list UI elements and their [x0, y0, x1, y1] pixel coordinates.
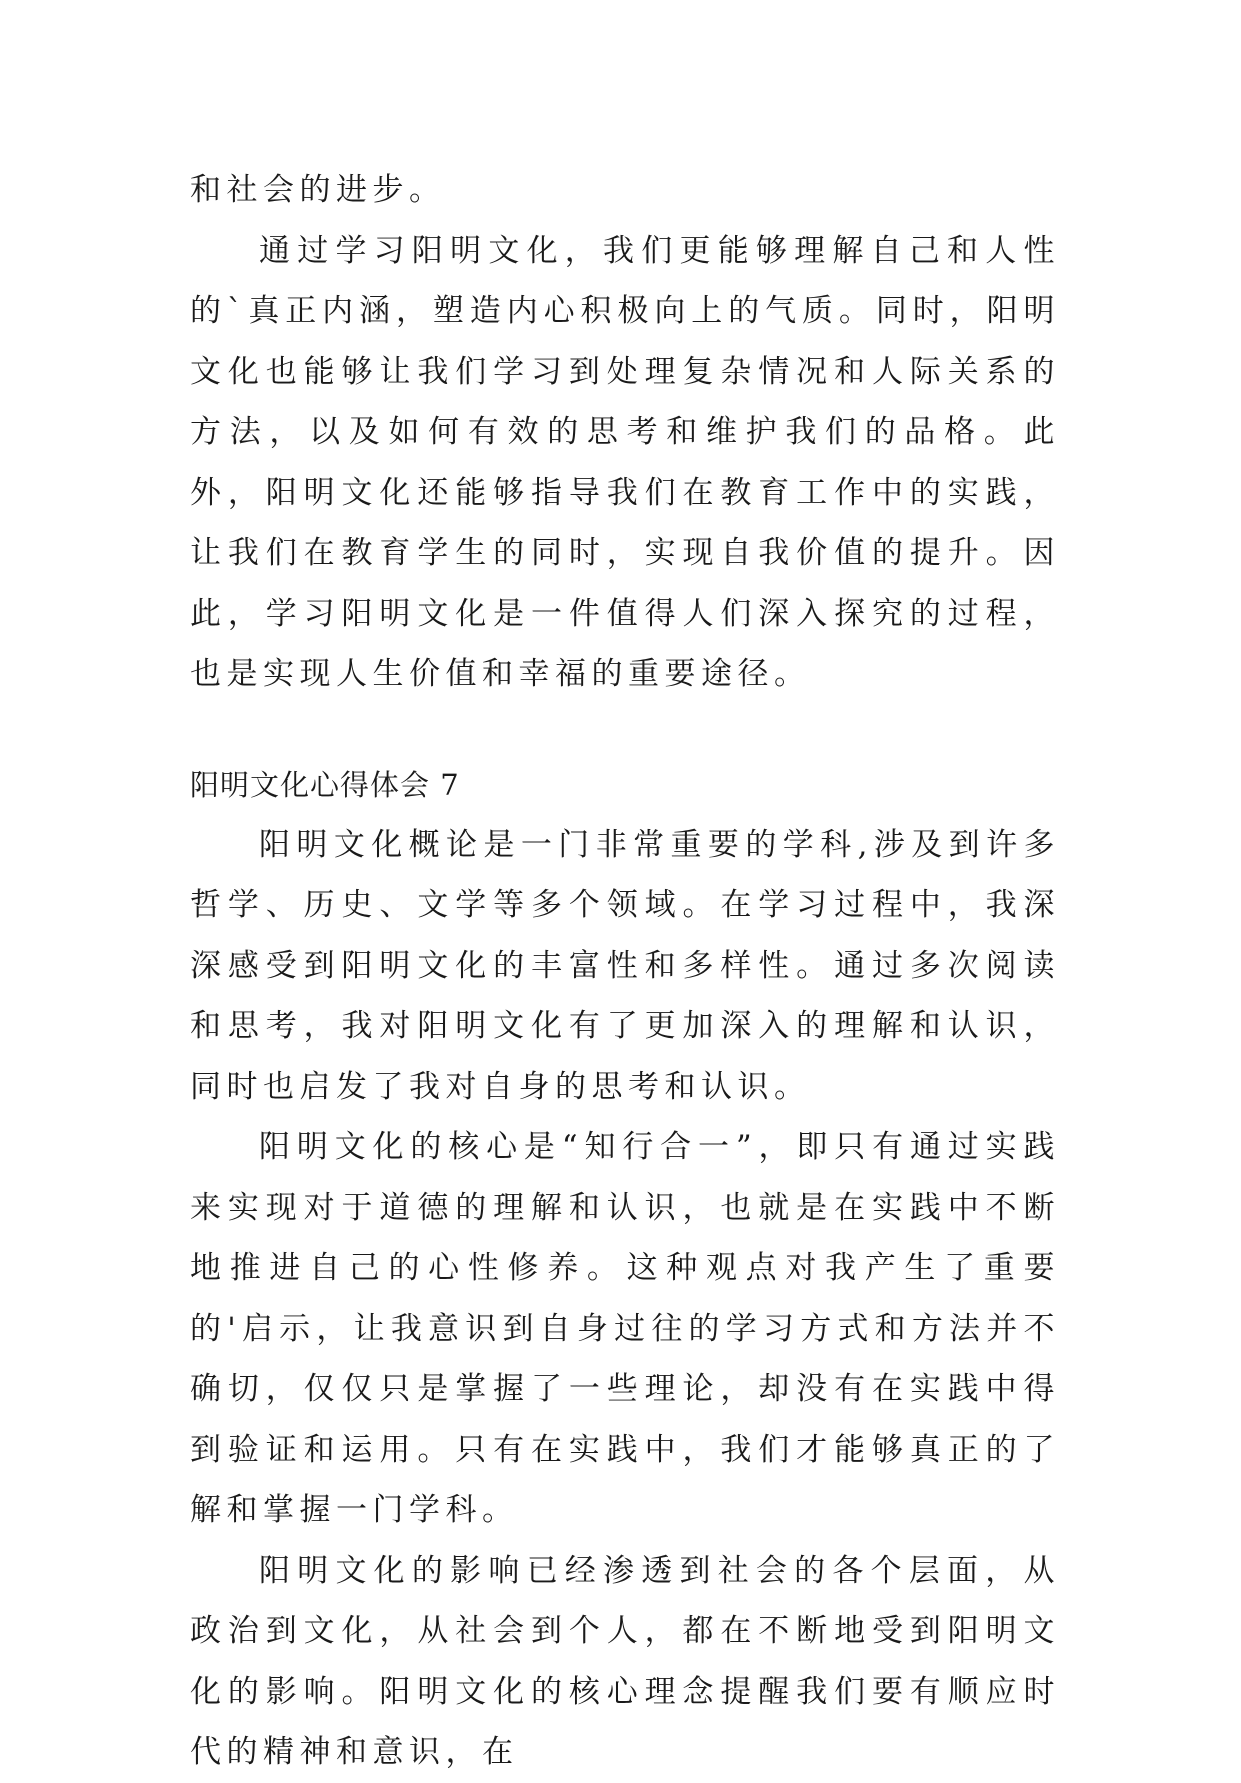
paragraph-yangming-benefits: 通过学习阳明文化，我们更能够理解自己和人性的`真正内涵，塑造内心积极向上的气质。同时，阳明文化也能够让我们学习到处理复杂情况和人际关系的方法，以及如何有效的思考和维护我们的品格。此外，阳明文化还能够指导我们在教育工作中的实践，让我们在教育学生的同时，实现自我价值的提升。因此，学习阳明文化是一件值得人们深入探究的过程，也是实现人生价值和幸福的重要途径。 [190, 232, 1060, 692]
paragraph-continued: 和社会的进步。 [190, 172, 446, 208]
document-body [190, 160, 1060, 1783]
paragraph-core-idea: 阳明文化的核心是“知行合一”，即只有通过实践来实现对于道德的理解和认识，也就是在实践中不断地推进自己的心性修养。这种观点对我产生了重要的'启示，让我意识到自身过往的学习方式和方法并不确切，仅仅只是掌握了一些理论，却没有在实践中得到验证和运用。只有在实践中，我们才能够真正的了解和掌握一门学科。 [190, 1129, 1060, 1528]
section-title: 阳明文化心得体会 7 [190, 767, 460, 802]
paragraph-intro: 阳明文化概论是一门非常重要的学科,涉及到许多哲学、历史、文学等多个领域。在学习过程中，我深深感受到阳明文化的丰富性和多样性。通过多次阅读和思考，我对阳明文化有了更加深入的理解和认识，同时也启发了我对自身的思考和认识。 [190, 826, 1060, 1105]
paragraph-influence: 阳明文化的影响已经渗透到社会的各个层面，从政治到文化，从社会到个人，都在不断地受到阳明文化的影响。阳明文化的核心理念提醒我们要有顺应时代的精神和意识，在 [190, 1552, 1060, 1770]
